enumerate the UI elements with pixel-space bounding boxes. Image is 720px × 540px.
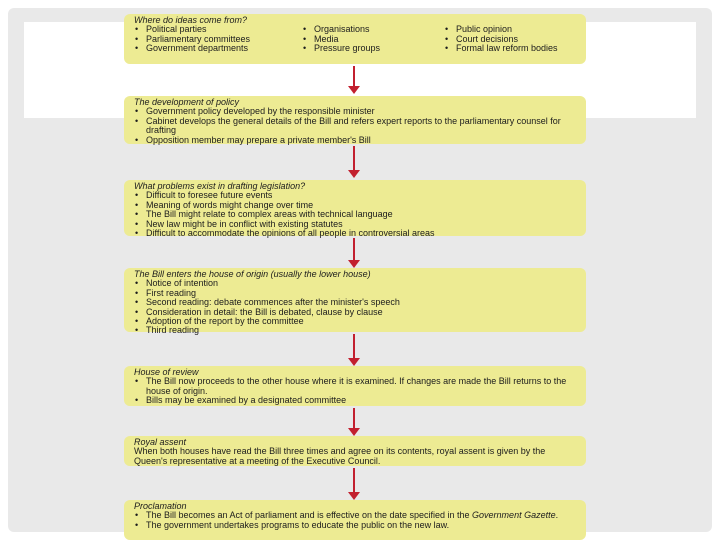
list-item: • First reading	[135, 287, 197, 298]
list-item: • Notice of intention	[135, 278, 219, 289]
proclamation-title: Proclamation	[134, 501, 187, 511]
list-item: • Second reading: debate commences after the minister's speech	[135, 297, 400, 308]
list-item: • Meaning of words might change over time	[135, 199, 314, 210]
list-item: • Media	[303, 33, 339, 44]
list-item: • Government departments	[135, 43, 249, 54]
flow-arrow	[351, 408, 357, 436]
ideas-column	[302, 25, 444, 53]
list-item: • Bills may be examined by a designated committee	[135, 395, 347, 406]
list-item: • Consideration in detail: the Bill is debated, clause by clause	[135, 306, 383, 317]
assent-box	[124, 436, 586, 466]
flow-arrow	[351, 238, 357, 268]
list-item: • Difficult to foresee future events	[135, 190, 273, 201]
flow-arrow	[351, 468, 357, 500]
ideas-columns	[134, 25, 576, 53]
list-item: • Political parties	[135, 24, 207, 35]
list-item: • The Bill might relate to complex areas with technical language	[135, 209, 393, 220]
flow-arrow	[351, 146, 357, 178]
list-item: • Public opinion	[445, 24, 513, 35]
list-item: • The Bill becomes an Act of parliament and is effective on the date specified in the Government Gazette.	[135, 510, 559, 521]
list-item: • Adoption of the report by the committee	[135, 316, 304, 327]
list-item: • Government policy developed by the responsible minister	[135, 106, 375, 117]
list-item: • Parliamentary committees	[135, 33, 251, 44]
review-box	[124, 366, 586, 406]
list-item: • The Bill now proceeds to the other house where it is examined. If changes are made the Bill returns to the house of origin.	[135, 376, 567, 396]
origin-box	[124, 268, 586, 336]
development-title: The development of policy	[134, 97, 240, 107]
list-item: • Opposition member may prepare a private member's Bill	[135, 134, 371, 145]
development-box	[124, 96, 586, 144]
ideas-column	[134, 25, 302, 53]
list-item: • New law might be in conflict with existing statutes	[135, 218, 343, 229]
problems-title: What problems exist in drafting legislation?	[134, 181, 306, 191]
assent-title: Royal assent	[134, 437, 187, 447]
flow-arrow	[351, 66, 357, 94]
list-item: • Pressure groups	[303, 43, 381, 54]
ideas-column	[444, 25, 576, 53]
assent-text: When both houses have read the Bill three times and agree on its contents, royal assent is given by the Queen's representative at a meeting of the Executive Council.	[134, 446, 546, 466]
gazette-name: Government Gazette	[472, 510, 556, 521]
list-item: • Third reading	[135, 325, 200, 336]
list-item: • Cabinet develops the general details of the Bill and refers expert reports to the parliamentary counsel for drafting	[135, 115, 561, 136]
list-item: • Court decisions	[445, 33, 519, 44]
list-item: • Organisations	[303, 24, 370, 35]
proclamation-box	[124, 500, 586, 540]
ideas-box	[124, 14, 586, 64]
origin-title: The Bill enters the house of origin (usually the lower house)	[134, 269, 371, 279]
list-item: • Formal law reform bodies	[445, 43, 558, 54]
flow-arrow	[351, 334, 357, 366]
list-item: • Difficult to accommodate the opinions of all people in controversial areas	[135, 228, 435, 239]
problems-box	[124, 180, 586, 239]
list-item: • The government undertakes programs to educate the public on the new law.	[135, 519, 450, 530]
review-title: House of review	[134, 367, 199, 377]
ideas-title: Where do ideas come from?	[134, 15, 248, 25]
